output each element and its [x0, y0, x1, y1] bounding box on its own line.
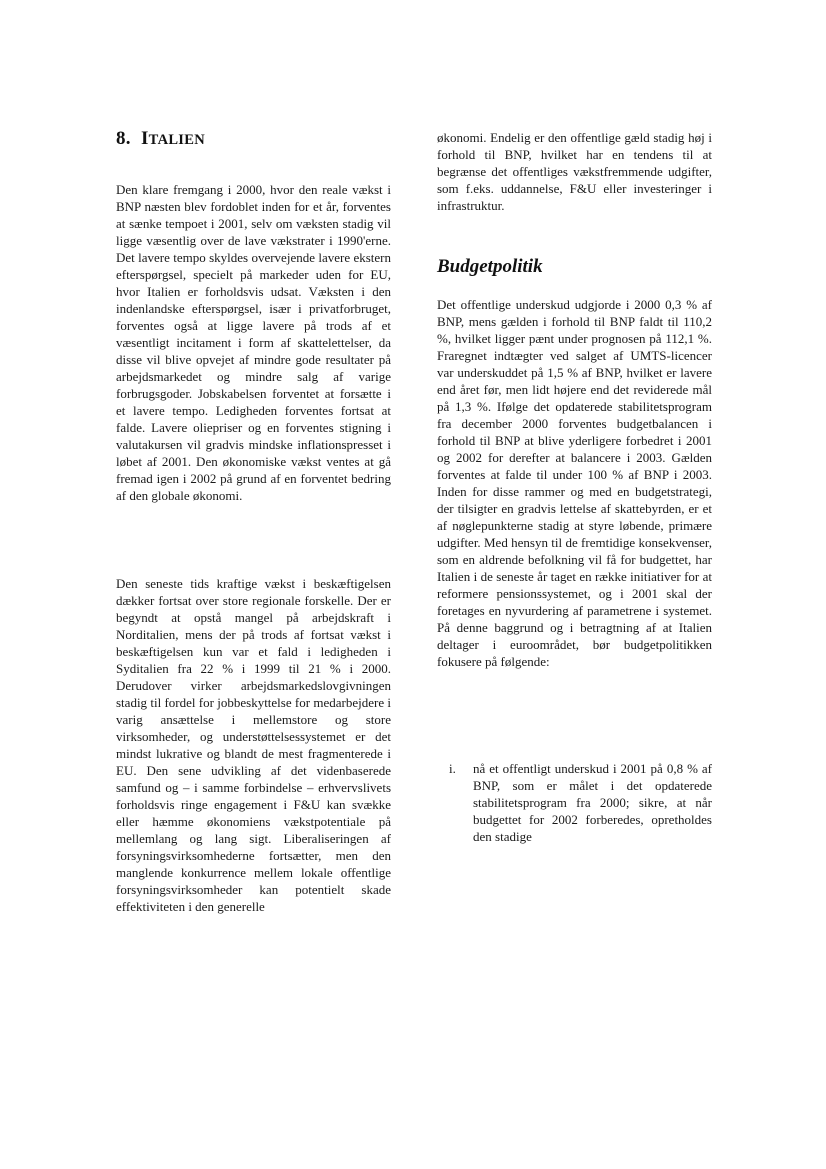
list-item	[437, 760, 712, 845]
paragraph-text: økonomi. Endelig er den offentlige gæld stadig høj i forhold til BNP, hvilket har en tendens til at begrænse det offentliges vækstfremmende udgifter, som f.eks. uddannelse, F&U eller investeringer i infrastruktur.	[437, 130, 712, 213]
right-paragraph-1	[437, 296, 712, 670]
section-number: 8.	[116, 128, 131, 149]
left-paragraph-2	[116, 575, 391, 915]
list-marker: i.	[449, 761, 456, 776]
paragraph-text: Det offentlige underskud udgjorde i 2000 0,3 % af BNP, mens gælden i forhold til BNP faldt til 110,2 %, hvilket ligger pænt under prognosen på 112,1 %. Fraregnet indtægter ved salget af UMTS-licencer var underskuddet på 1,5 % af BNP, hvilket er lavere end året før, men lidt højere end det reviderede mål på 1,3 %. Ifølge det opdaterede stabilitetsprogram fra december 2000 forventes budgetbalancen i forhold til BNP at blive yderligere forbedret i 2001 og 2002 for derefter at balancere i 2003. Gælden forventes at falde til under 100 % af BNP i 2003. Inden for disse rammer og med en budgetstrategi, der tilsigter en gradvis lettelse af skattebyrden, er et af nøglepunkterne stadig at styre løbende, primære udgifter. Med hensyn til de fremtidige konsekvenser, som en aldrende befolkning vil få for budgettet, har Italien i de seneste år taget en række initiativer for at reformere pensionssystemet, og i 2001 skal der foretages en nyvurdering af parametrene i systemet. På denne baggrund og i betragtning af at Italien deltager i euroområdet, bør budgetpolitikken fokusere på følgende:	[437, 297, 712, 669]
section-title	[116, 128, 205, 150]
section-title-rest: TALIEN	[148, 132, 205, 148]
paragraph-text: Den klare fremgang i 2000, hvor den reale vækst i BNP næsten blev fordoblet inden for et år, forventes at sænke tempoet i 2001, selv om væksten stadig vil ligge væsentlig over de lave vækstrater i 1990'erne. Det lavere tempo skyldes overvejende lavere ekstern efterspørgsel, specielt på markeder uden for EU, hvor Italien er forholdsvis udsat. Væksten i den indenlandske efterspørgsel, især i privatforbruget, forventes også at ligge lavere på trods af et væsentligt incitament i form af skattelettelser, da disse vil blive opvejet af mindre gode resultater på arbejdsmarkedet og mindre salg af varige forbrugsgoder. Jobskabelsen forventet at forsætte i et lavere tempo. Ledigheden forventes fortsat at falde. Lavere oliepriser og en forventes stigning i valutakursen vil gradvis mindske inflationspresset i løbet af 2001. Den økonomiske vækst ventes at gå fremad igen i 2002 på grund af en forventet bedring af den globale økonomi.	[116, 182, 391, 503]
list-item-text: nå et offentligt underskud i 2001 på 0,8 % af BNP, som er målet i det opdaterede stabilitetsprogram fra 2000; sikre, at når budgettet for 2002 forberedes, opretholdes den stadige	[473, 761, 712, 844]
section-title-initial: I	[140, 128, 149, 149]
right-paragraph-continued	[437, 129, 712, 214]
paragraph-text: Den seneste tids kraftige vækst i beskæftigelsen dækker fortsat over store regionale forskelle. Der er begyndt at opstå mangel på arbejdskraft i Norditalien, mens der på trods af fortsat vækst i beskæftigelsen kun var et fald i ledigheden i Syditalien fra 22 % i 1999 til 21 % i 2000. Derudover virker arbejdsmarkedslovgivningen stadig til fordel for jobbeskyttelse for medarbejdere i varig ansættelse i mellemstore og store virksomheder, og understøttelsessystemet er det mindst lukrative og blandt de mest fragmenterede i EU. Den sene udvikling af det videnbaserede samfund og – i samme forbindelse – erhvervslivets forholdsvis ringe engagement i F&U kan svække eller hæmme økonomiens vækstpotentiale på mellemlang og lang sigt. Liberaliseringen af forsyningsvirksomhederne fortsætter, men den manglende konkurrence mellem lokale offentlige forsyningsvirksomheder kan potentielt skade effektiviteten i den generelle	[116, 576, 391, 914]
left-paragraph-1	[116, 181, 391, 504]
subheading-budgetpolitik: Budgetpolitik	[437, 256, 543, 277]
